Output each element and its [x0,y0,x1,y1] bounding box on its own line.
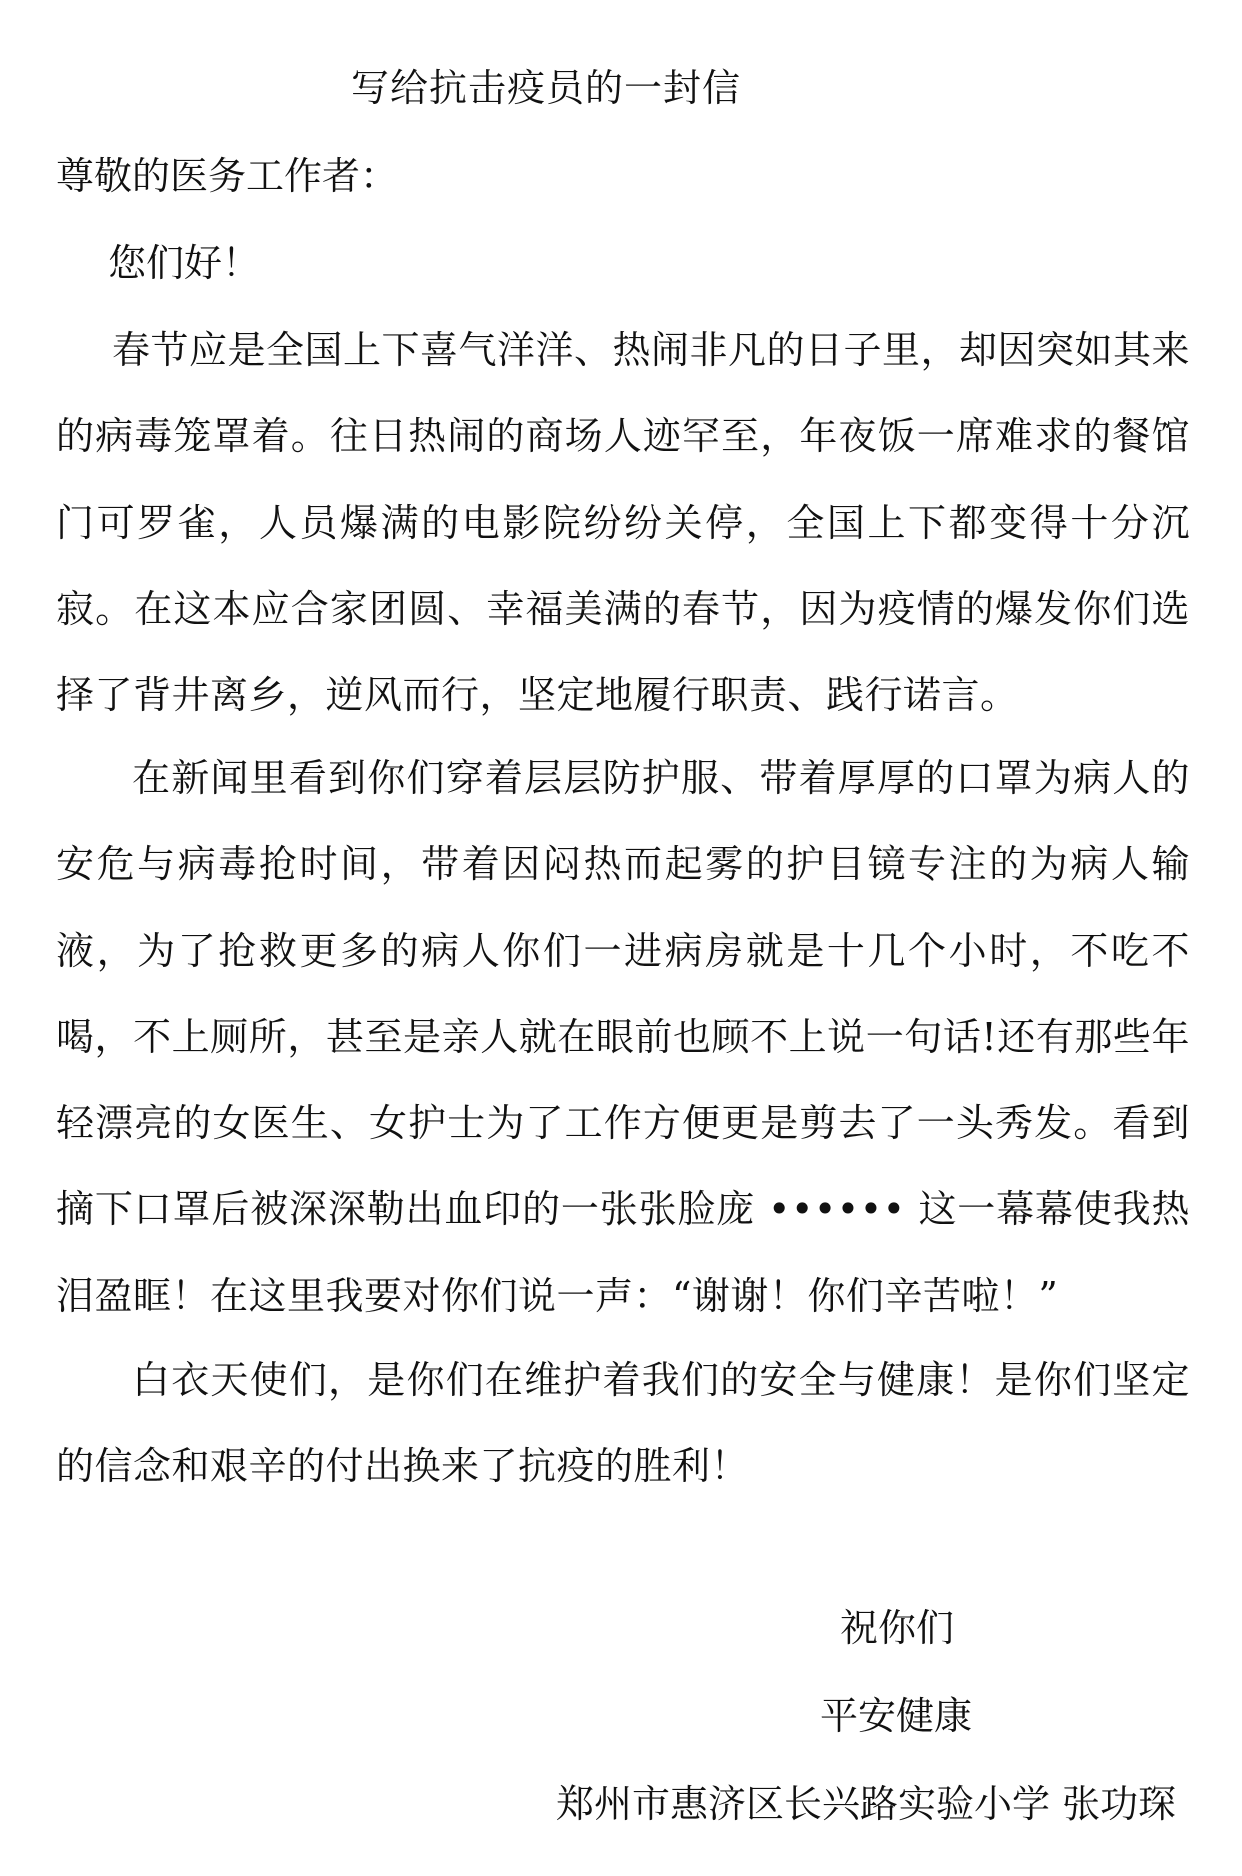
letter-paragraph-1: 春节应是全国上下喜气洋洋、热闹非凡的日子里，却因突如其来的病毒笼罩着。往日热闹的商场人迹罕至，年夜饭一席难求的餐馆门可罗雀，人员爆满的电影院纷纷关停，全国上下都变得十分沉寂。在这本应合家团圆、幸福美满的春节，因为疫情的爆发你们选择了背井离乡，逆风而行，坚定地履行职责、践行诺言。 [56,328,1191,718]
letter-title: 写给抗击疫员的一封信 [350,66,741,110]
closing-wish-line-1: 祝你们 [840,1606,955,1650]
letter-paragraph-2: 在新闻里看到你们穿着层层防护服、带着厚厚的口罩为病人的安危与病毒抢时间，带着因闷热而起雾的护目镜专注的为病人输液，为了抢救更多的病人你们一进病房就是十几个小时，不吃不喝，不上厕所，甚至是亲人就在眼前也顾不上说一句话!还有那些年轻漂亮的女医生、女护士为了工作方便更是剪去了一头秀发。看到摘下口罩后被深深勒出血印的一张张脸庞 •••••• 这一幕幕使我热泪盈眶！在这里我要对你们说一声：“谢谢！你们辛苦啦！” [56,756,1190,1318]
closing-wish-line-2: 平安健康 [820,1694,973,1738]
letter-paragraph-3: 白衣天使们，是你们在维护着我们的安全与健康！是你们坚定的信念和艰辛的付出换来了抗疫的胜利！ [56,1358,1190,1489]
letter-salutation: 尊敬的医务工作者： [56,154,399,198]
letter-greeting: 您们好！ [108,241,261,285]
letter-signature: 郑州市惠济区长兴路实验小学 张功琛 [556,1782,1177,1826]
